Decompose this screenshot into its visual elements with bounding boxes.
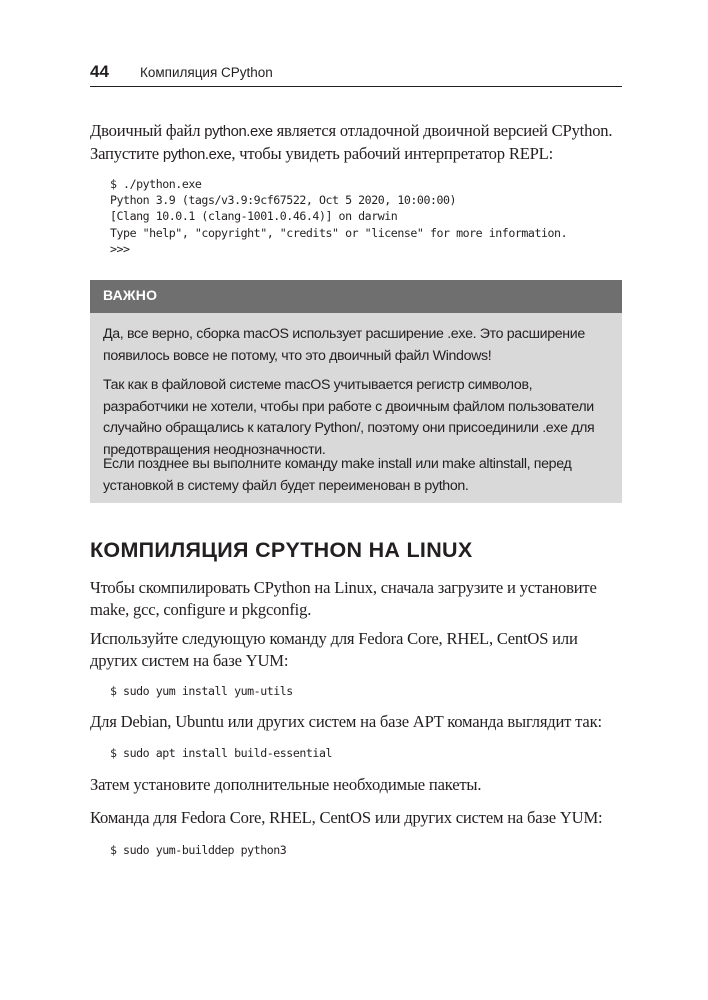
note-header — [90, 280, 622, 313]
running-title: Компиляция CPython — [140, 65, 273, 80]
intro-text: является отладочной двоичной версией CPython. Запустите — [90, 121, 613, 163]
body-paragraph: Команда для Fedora Core, RHEL, CentOS или других систем на базе YUM: — [90, 808, 603, 827]
note-paragraph: Если позднее вы выполните команду make install или make altinstall, перед установкой в систему файл будет переименован в python. — [103, 456, 572, 494]
body-paragraph: Чтобы скомпилировать CPython на Linux, сначала загрузите и установите make, gcc, configure и pkgconfig. — [90, 578, 597, 619]
section-heading: КОМПИЛЯЦИЯ CPYTHON НА LINUX — [90, 538, 473, 562]
body-paragraph: Затем установите дополнительные необходимые пакеты. — [90, 775, 482, 794]
filename-python-exe: python.exe — [204, 124, 273, 140]
code-line: Python 3.9 (tags/v3.9:9cf67522, Oct 5 2020, 10:00:00) — [110, 193, 457, 208]
page-header — [90, 60, 622, 90]
code-block-repl — [110, 176, 567, 257]
body-paragraph: Для Debian, Ubuntu или других систем на базе APT команда выглядит так: — [90, 712, 602, 731]
code-block-builddep — [110, 842, 286, 858]
filename-python-exe: python.exe — [162, 147, 232, 163]
note-paragraph: Да, все верно, сборка macOS использует расширение .exe. Это расширение появилось вовсе не потому, что это двоичный файл Windows! — [103, 326, 585, 364]
code-line: $ sudo yum-builddep python3 — [110, 843, 287, 857]
note-title: ВАЖНО — [103, 287, 158, 303]
intro-paragraph — [90, 120, 625, 166]
note-paragraph: Так как в файловой системе macOS учитывается регистр символов, разработчики не хотели, чтобы при работе с двоичным файлом пользователи случайно обращались к каталогу Python/, поэтому они присоединили .exe для предотвращения неоднозначности. — [103, 377, 595, 458]
code-line: $ sudo apt install build-essential — [110, 746, 333, 760]
code-line: $ sudo yum install yum-utils — [110, 684, 293, 698]
code-line: $ ./python.exe — [110, 177, 202, 191]
header-rule — [90, 86, 622, 87]
important-note-box — [90, 280, 622, 503]
code-line: [Clang 10.0.1 (clang-1001.0.46.4)] on darwin — [110, 209, 398, 224]
code-block-yum-utils — [110, 683, 293, 699]
code-line: Type "help", "copyright", "credits" or "license" for more information. — [110, 225, 568, 240]
code-line: >>> — [110, 241, 130, 256]
page-number: 44 — [90, 62, 109, 81]
body-paragraph: Используйте следующую команду для Fedora Core, RHEL, CentOS или других систем на базе YUM: — [90, 629, 578, 670]
intro-text: , чтобы увидеть рабочий интерпретатор REPL: — [231, 144, 553, 163]
intro-text: Двоичный файл — [90, 121, 205, 140]
code-block-apt — [110, 745, 332, 761]
